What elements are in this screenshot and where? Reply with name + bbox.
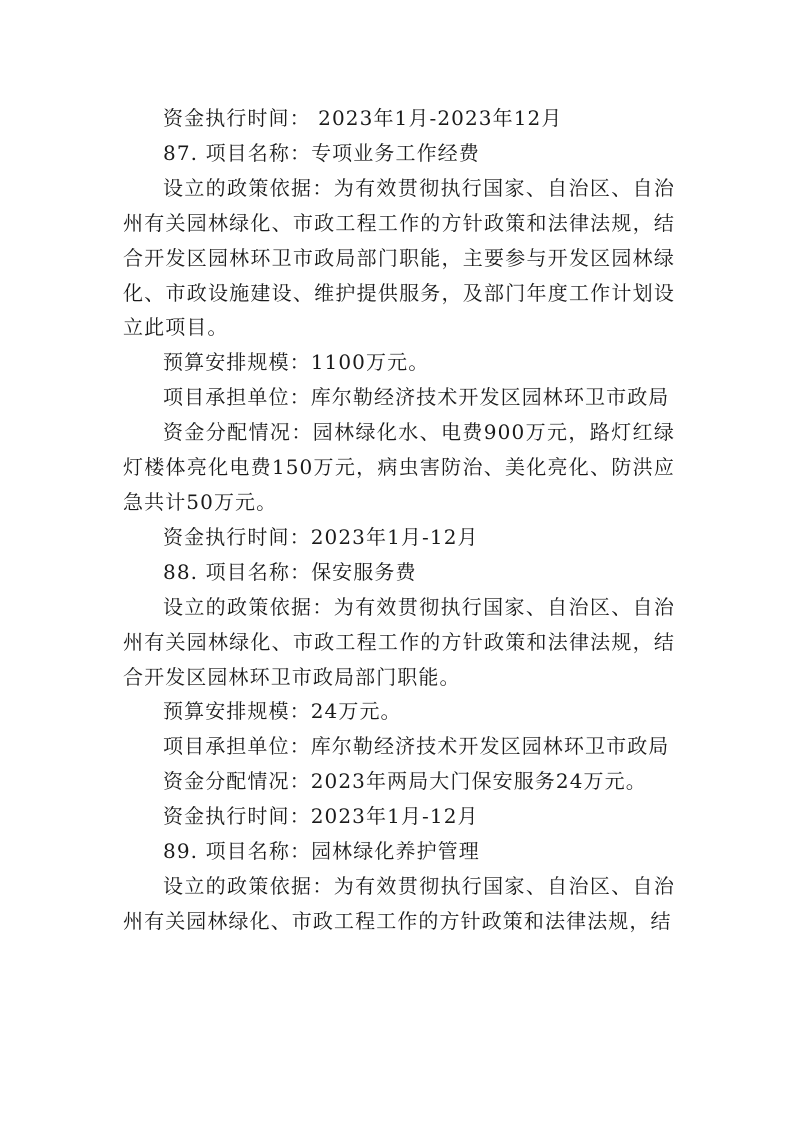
paragraph-project-88-budget: 预算安排规模：24万元。 — [163, 699, 402, 724]
paragraph-project-88-title: 88. 项目名称：保安服务费 — [163, 559, 417, 584]
document-body — [123, 101, 675, 939]
paragraph-project-89-title: 89. 项目名称：园林绿化养护管理 — [163, 839, 480, 864]
paragraph-project-88-fund-allocation: 资金分配情况：2023年两局大门保安服务24万元。 — [163, 769, 647, 794]
paragraph-project-87-fund-allocation: 资金分配情况：园林绿化水、电费900万元，路灯红绿灯楼体亮化电费150万元，病虫害防治、美化亮化、防洪应急共计50万元。 — [123, 420, 675, 514]
paragraph-project-87-execution-time: 资金执行时间：2023年1月-12月 — [163, 524, 479, 549]
paragraph-project-87-policy-basis: 设立的政策依据：为有效贯彻执行国家、自治区、自治州有关园林绿化、市政工程工作的方针政策和法律法规，结合开发区园林环卫市政局部门职能，主要参与开发区园林绿化、市政设施建设、维护提供服务，及部门年度工作计划设立此项目。 — [123, 175, 675, 340]
paragraph-project-87-title: 87. 项目名称：专项业务工作经费 — [163, 140, 480, 165]
paragraph-fund-execution-time: 资金执行时间： 2023年1月-2023年12月 — [163, 106, 563, 130]
paragraph-project-88-undertaking-unit: 项目承担单位：库尔勒经济技术开发区园林环卫市政局 — [163, 734, 670, 759]
paragraph-project-88-policy-basis: 设立的政策依据：为有效贯彻执行国家、自治区、自治州有关园林绿化、市政工程工作的方针政策和法律法规，结合开发区园林环卫市政局部门职能。 — [123, 594, 675, 689]
paragraph-project-89-policy-basis: 设立的政策依据：为有效贯彻执行国家、自治区、自治州有关园林绿化、市政工程工作的方针政策和法律法规，结 — [123, 873, 675, 933]
paragraph-project-87-undertaking-unit: 项目承担单位：库尔勒经济技术开发区园林环卫市政局 — [163, 385, 670, 410]
paragraph-project-88-execution-time: 资金执行时间：2023年1月-12月 — [163, 804, 479, 829]
paragraph-project-87-budget: 预算安排规模：1100万元。 — [163, 350, 430, 375]
